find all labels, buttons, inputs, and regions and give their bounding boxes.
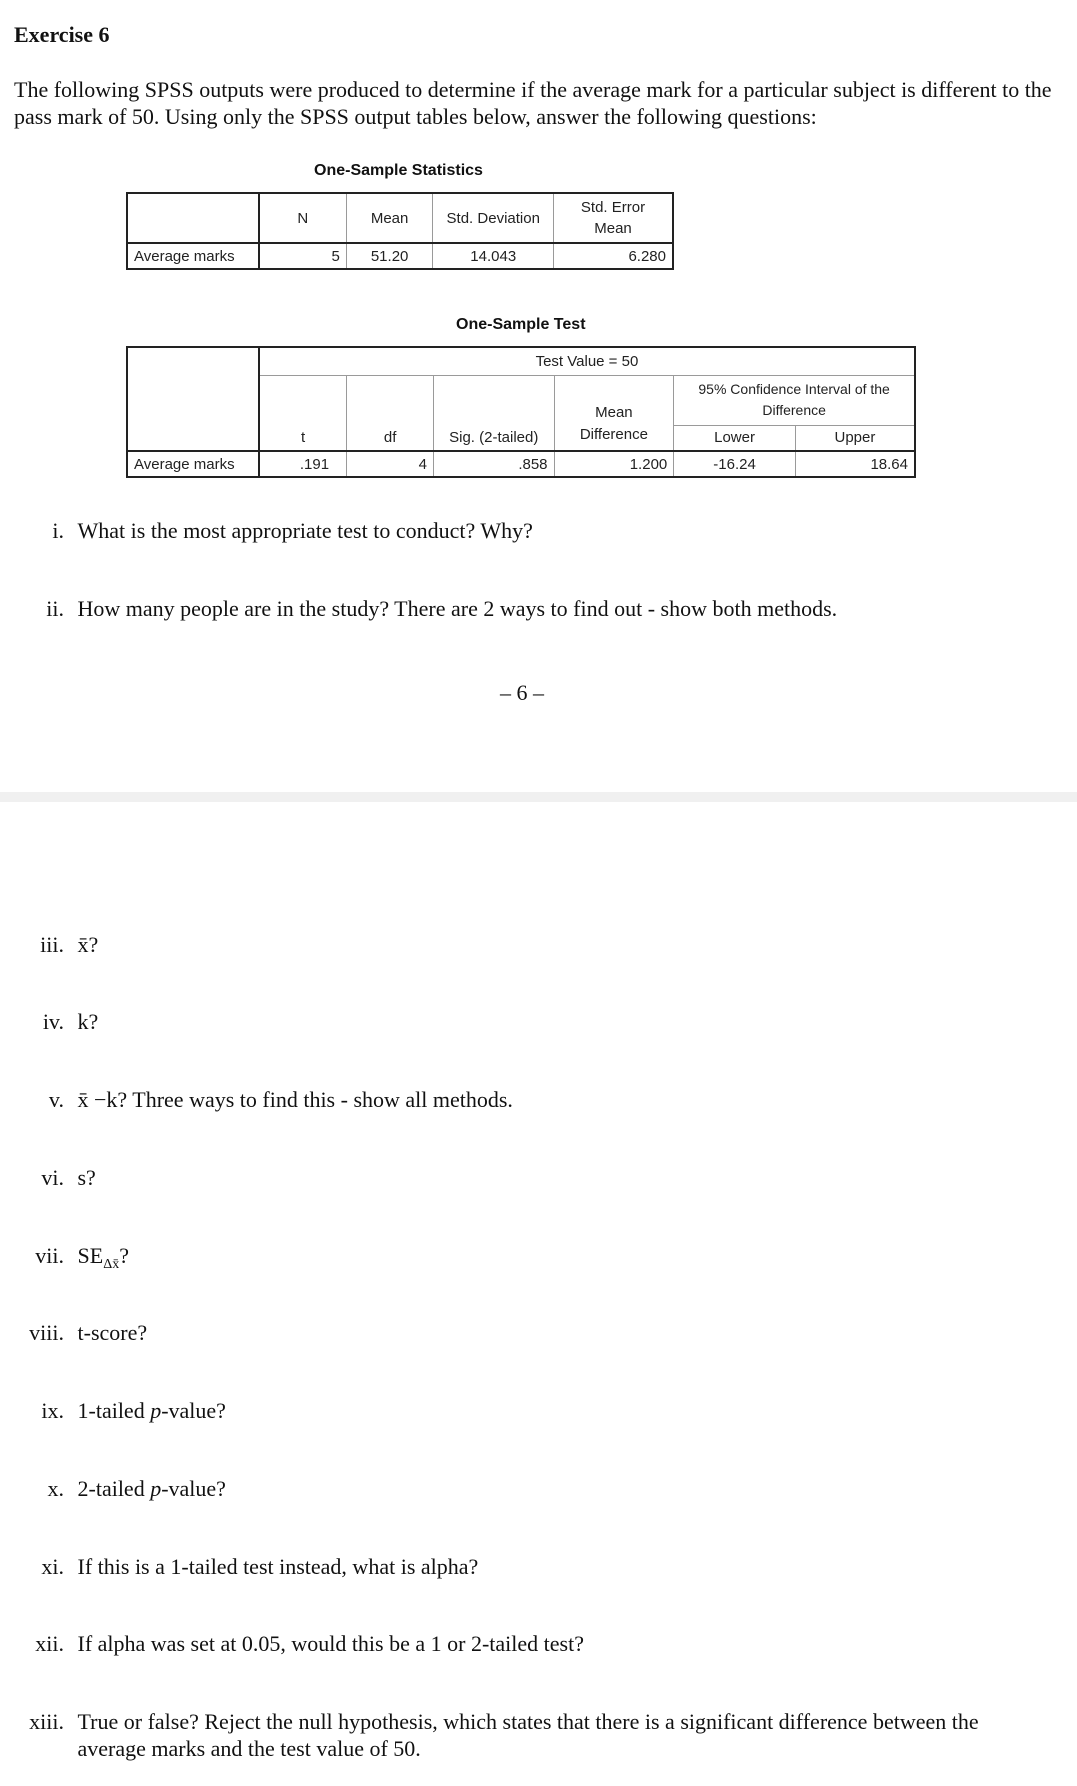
question-text: k? <box>77 1009 99 1034</box>
stats-row-label: Average marks <box>127 243 259 269</box>
question-symbol: x̄ <box>77 932 89 957</box>
question-xii <box>0 1630 584 1657</box>
question-number: x. <box>47 1476 64 1501</box>
question-ix <box>0 1397 226 1424</box>
test-table-title: One-Sample Test <box>456 316 586 333</box>
test-header-lower: Lower <box>674 425 796 451</box>
question-text-pre: 1-tailed <box>77 1398 151 1423</box>
stats-header-n: N <box>259 193 346 243</box>
test-cell-t: .191 <box>259 451 347 477</box>
question-text-post: -value? <box>161 1476 226 1501</box>
test-cell-df: 4 <box>347 451 434 477</box>
question-text: s? <box>77 1165 96 1190</box>
test-header-t: t <box>259 375 347 451</box>
question-x <box>0 1475 226 1502</box>
intro-paragraph: The following SPSS outputs were produced to determine if the average mark for a particular subject is different to the pass mark of 50. Using only the SPSS output tables below, answer the following questions: <box>14 77 1052 129</box>
question-number: i. <box>52 518 64 543</box>
question-p-italic: p <box>150 1476 162 1501</box>
question-vii <box>0 1242 129 1278</box>
question-xiii <box>0 1708 1070 1762</box>
test-header-md-line1: Mean <box>595 404 633 421</box>
test-cell-sig: .858 <box>433 451 554 477</box>
question-number: vii. <box>35 1243 64 1268</box>
question-text-pre: 2-tailed <box>77 1476 151 1501</box>
one-sample-test-table <box>126 346 916 478</box>
test-header-ci-line1: 95% Confidence Interval of the <box>698 381 890 397</box>
question-number: xiii. <box>29 1709 64 1734</box>
question-subscript: Δx̄ <box>103 1257 120 1272</box>
question-text: −k? Three ways to find this - show all methods. <box>88 1087 513 1112</box>
question-text-line1: True or false? Reject the null hypothesis, which states that there is a significant difference between the <box>77 1709 979 1734</box>
test-cell-upper: 18.64 <box>795 451 915 477</box>
question-text: t-score? <box>77 1320 148 1345</box>
question-text-post: -value? <box>161 1398 226 1423</box>
question-text: If alpha was set at 0.05, would this be a 1 or 2-tailed test? <box>77 1631 584 1656</box>
stats-cell-se: 6.280 <box>554 243 673 269</box>
question-ii <box>40 595 837 622</box>
question-i <box>40 517 533 544</box>
question-base: SE <box>77 1243 104 1268</box>
question-vi <box>0 1164 96 1191</box>
stats-cell-mean: 51.20 <box>346 243 433 269</box>
question-number: iv. <box>42 1009 64 1034</box>
question-iii <box>0 931 98 958</box>
exercise-title: Exercise 6 <box>14 22 110 47</box>
stats-cell-n: 5 <box>259 243 346 269</box>
test-header-sig: Sig. (2-tailed) <box>433 375 554 451</box>
test-header-md-line2: Difference <box>579 426 648 443</box>
question-text: ? <box>119 1243 129 1268</box>
test-cell-mean-diff: 1.200 <box>554 451 674 477</box>
test-header-stub <box>127 347 259 451</box>
test-header-ci <box>674 375 915 425</box>
question-text: If this is a 1-tailed test instead, what is alpha? <box>77 1554 479 1579</box>
test-header-ci-line2: Difference <box>762 402 826 418</box>
question-number: xi. <box>41 1554 64 1579</box>
test-header-mean-diff <box>554 375 674 451</box>
stats-header-mean: Mean <box>346 193 433 243</box>
document-page-1 <box>0 0 1077 800</box>
test-cell-lower: -16.24 <box>674 451 796 477</box>
test-value-header: Test Value = 50 <box>259 347 915 375</box>
page-gap <box>0 792 1077 802</box>
one-sample-statistics-table <box>126 192 674 270</box>
question-number: iii. <box>40 932 64 957</box>
test-header-upper: Upper <box>795 425 915 451</box>
stats-table-title: One-Sample Statistics <box>314 162 483 179</box>
page-number: – 6 – <box>500 680 544 705</box>
question-p-italic: p <box>150 1398 162 1423</box>
stats-header-stub <box>127 193 259 243</box>
question-symbol: x̄ <box>77 1087 89 1112</box>
question-number: viii. <box>29 1320 64 1345</box>
question-number: vi. <box>41 1165 64 1190</box>
stats-cell-sd: 14.043 <box>433 243 554 269</box>
stats-header-se-line2: Mean <box>594 220 632 237</box>
stats-header-se <box>554 193 673 243</box>
stats-header-se-line1: Std. Error <box>580 199 646 216</box>
question-text-line2: average marks and the test value of 50. <box>77 1736 421 1761</box>
test-row-label: Average marks <box>127 451 259 477</box>
question-number: v. <box>48 1087 64 1112</box>
question-text: ? <box>88 932 99 957</box>
question-number: ii. <box>46 596 64 621</box>
question-viii <box>0 1319 147 1346</box>
question-text <box>78 1708 1068 1762</box>
question-iv <box>0 1008 98 1035</box>
test-header-df: df <box>347 375 434 451</box>
question-number: ix. <box>41 1398 64 1423</box>
question-v <box>0 1086 513 1113</box>
question-xi <box>0 1553 478 1580</box>
stats-header-sd: Std. Deviation <box>433 193 554 243</box>
question-text: How many people are in the study? There are 2 ways to find out - show both methods. <box>77 596 838 621</box>
question-number: xii. <box>35 1631 64 1656</box>
question-text: What is the most appropriate test to conduct? Why? <box>77 518 533 543</box>
